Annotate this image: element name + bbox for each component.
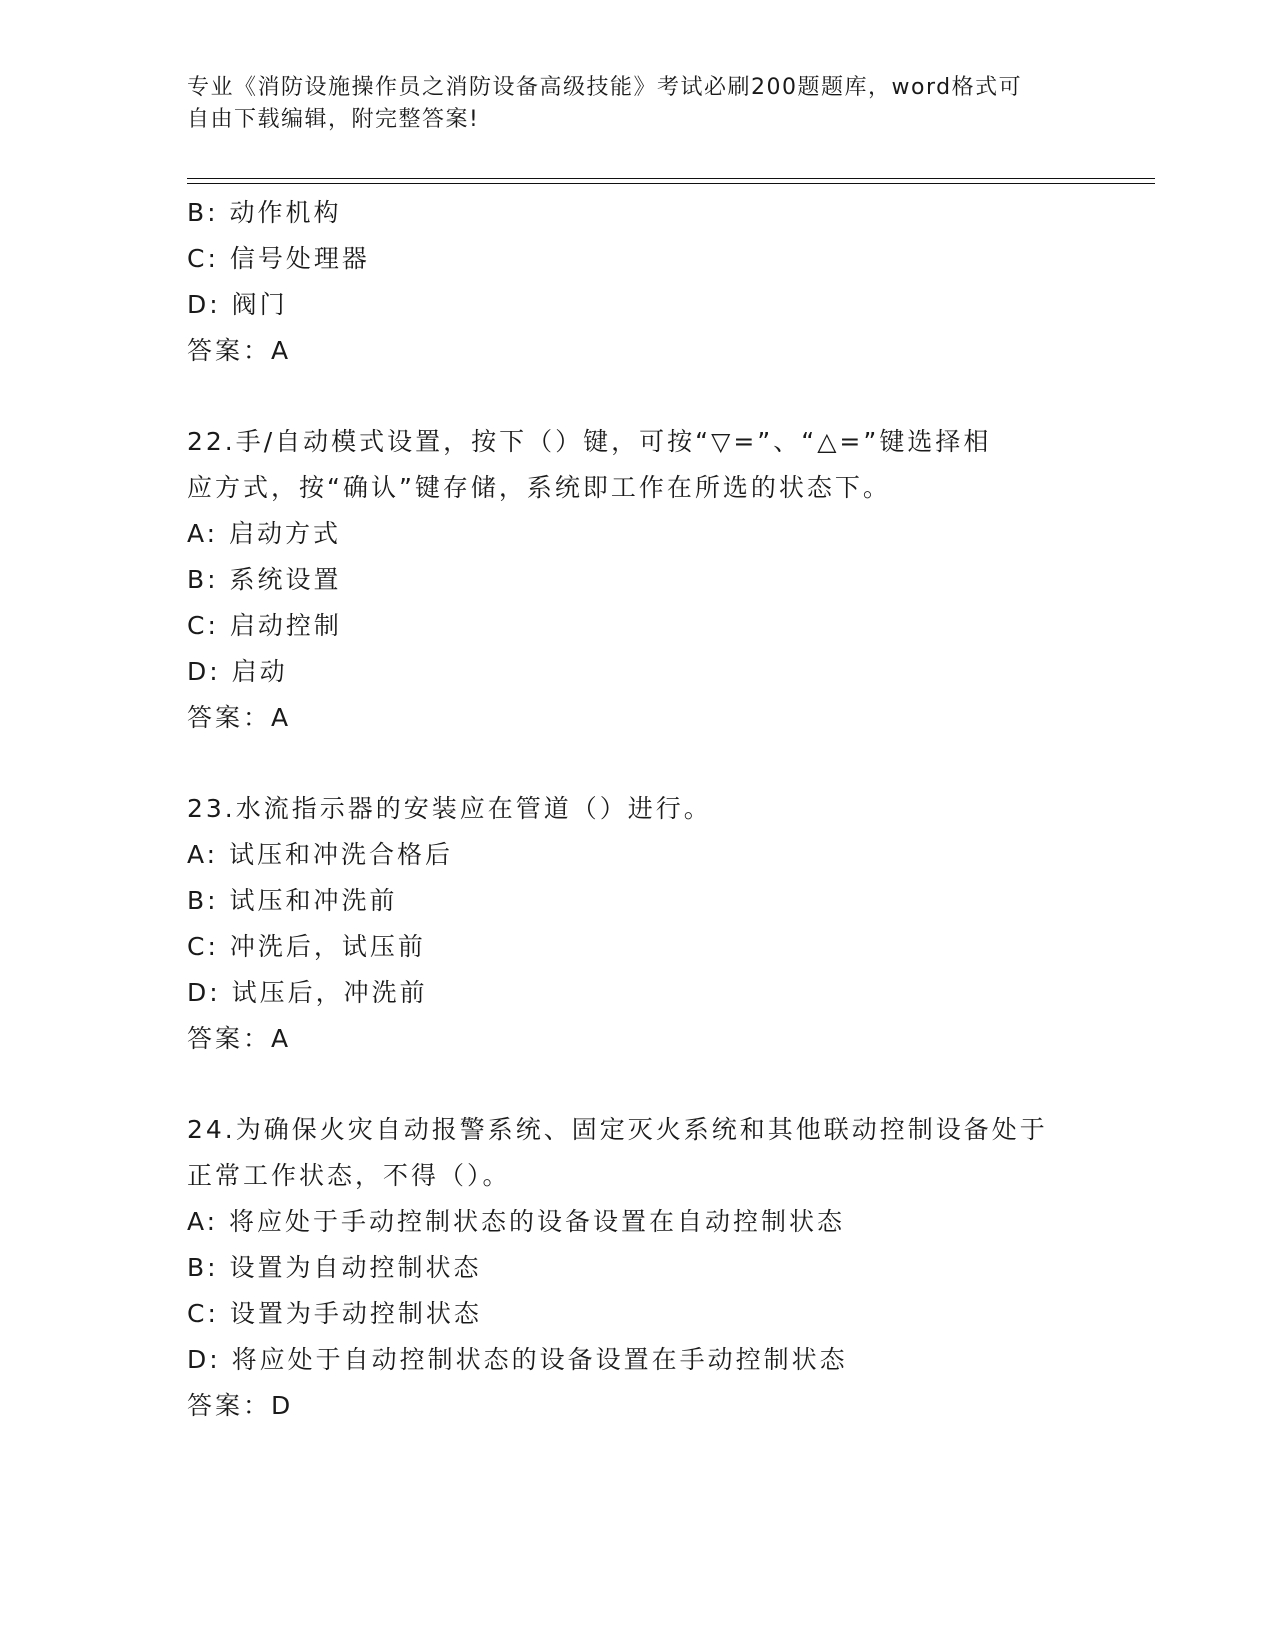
option-a: A: 试压和冲洗合格后 (187, 840, 454, 869)
question-21-continued (187, 190, 1087, 374)
option-b: B: 动作机构 (187, 198, 342, 227)
header-line-1: 专业《消防设施操作员之消防设备高级技能》考试必刷200题题库，word格式可 (187, 75, 1023, 100)
document-body (187, 190, 1087, 1429)
answer: 答案：A (187, 703, 292, 732)
option-b: B: 系统设置 (187, 565, 342, 594)
question-stem: 23.水流指示器的安装应在管道（）进行。 (187, 794, 712, 823)
option-d: D: 启动 (187, 657, 288, 686)
question-stem: 24.为确保火灾自动报警系统、固定灭火系统和其他联动控制设备处于 (187, 1115, 1048, 1144)
question-stem: 应方式，按“确认”键存储，系统即工作在所选的状态下。 (187, 473, 891, 502)
answer: 答案：A (187, 1024, 292, 1053)
option-c: C: 信号处理器 (187, 244, 370, 273)
option-c: C: 启动控制 (187, 611, 342, 640)
header-divider-bottom (187, 183, 1155, 184)
header-divider-top (187, 178, 1155, 179)
option-c: C: 设置为手动控制状态 (187, 1299, 482, 1328)
option-c: C: 冲洗后，试压前 (187, 932, 426, 961)
question-23 (187, 786, 1087, 1062)
header-line-2: 自由下载编辑，附完整答案! (187, 107, 480, 132)
option-b: B: 试压和冲洗前 (187, 886, 398, 915)
question-stem: 22.手/自动模式设置，按下（）键，可按“▽=”、“△=”键选择相 (187, 427, 992, 456)
option-a: A: 将应处于手动控制状态的设备设置在自动控制状态 (187, 1207, 846, 1236)
option-b: B: 设置为自动控制状态 (187, 1253, 482, 1282)
question-stem: 正常工作状态，不得（）。 (187, 1161, 511, 1190)
option-a: A: 启动方式 (187, 519, 342, 548)
question-24 (187, 1107, 1087, 1429)
answer: 答案：D (187, 1391, 294, 1420)
answer: 答案：A (187, 336, 292, 365)
document-header (187, 72, 1067, 136)
option-d: D: 将应处于自动控制状态的设备设置在手动控制状态 (187, 1345, 848, 1374)
option-d: D: 试压后，冲洗前 (187, 978, 428, 1007)
question-22 (187, 419, 1087, 741)
option-d: D: 阀门 (187, 290, 288, 319)
